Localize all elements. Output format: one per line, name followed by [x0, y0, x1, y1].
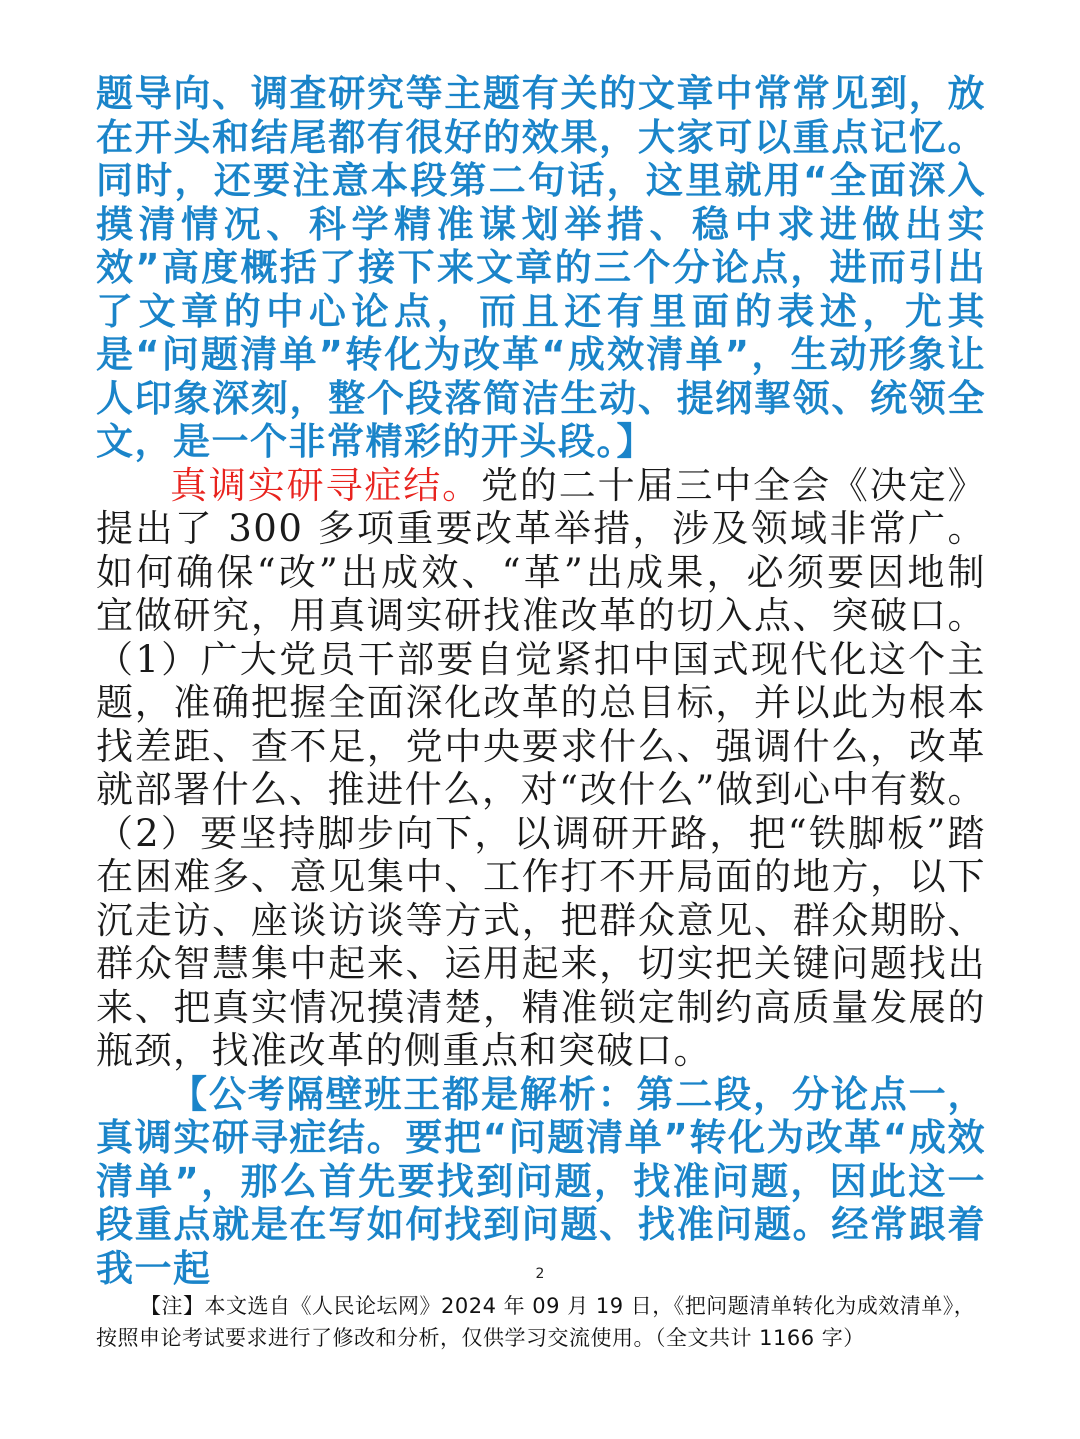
analysis-paragraph-top: 题导向、调查研究等主题有关的文章中常常见到，放在开头和结尾都有很好的效果，大家可以重点记忆。同时，还要注意本段第二句话，这里就用“全面深入摸清情况、科学精准谋划举措、稳中求进做出实效”高度概括了接下来文章的三个分论点，进而引出了文章的中心论点，而且还有里面的表述，尤其是“问题清单”转化为改革“成效清单”，生动形象让人印象深刻，整个段落简洁生动、提纲挈领、统领全文，是一个非常精彩的开头段。】 — [96, 72, 986, 463]
body-paragraph — [96, 464, 986, 1073]
analysis-paragraph-bottom: 【公考隔壁班王都是解析：第二段，分论点一，真调实研寻症结。要把“问题清单”转化为改革“成效清单”，那么首先要找到问题，找准问题，因此这一段重点就是在写如何找到问题、找准问题。经常跟着我一起 — [96, 1072, 986, 1290]
body-paragraph-text: 党的二十届三中全会《决定》提出了 300 多项重要改革举措，涉及领域非常广。如何确保“改”出成效、“革”出成果，必须要因地制宜做研究，用真调实研找准改革的切入点、突破口。（1）广大党员干部要自觉紧扣中国式现代化这个主题，准确把握全面深化改革的总目标，并以此为根本找差距、查不足，党中央要求什么、强调什么，改革就部署什么、推进什么，对“改什么”做到心中有数。（2）要坚持脚步向下，以调研开路，把“铁脚板”踏在困难多、意见集中、工作打不开局面的地方，以下沉走访、座谈访谈等方式，把群众意见、群众期盼、群众智慧集中起来、运用起来，切实把关键问题找出来、把真实情况摸清楚，精准锁定制约高质量发展的瓶颈，找准改革的侧重点和突破口。 — [96, 463, 986, 1072]
footer-note: 【注】本文选自《人民论坛网》2024 年 09 月 19 日，《把问题清单转化为成效清单》，按照申论考试要求进行了修改和分析，仅供学习交流使用。（全文共计 1166 字） — [96, 1294, 976, 1350]
section-heading: 真调实研寻症结。 — [170, 463, 481, 507]
page-content — [96, 72, 986, 1290]
page-number: 2 — [535, 1266, 545, 1282]
